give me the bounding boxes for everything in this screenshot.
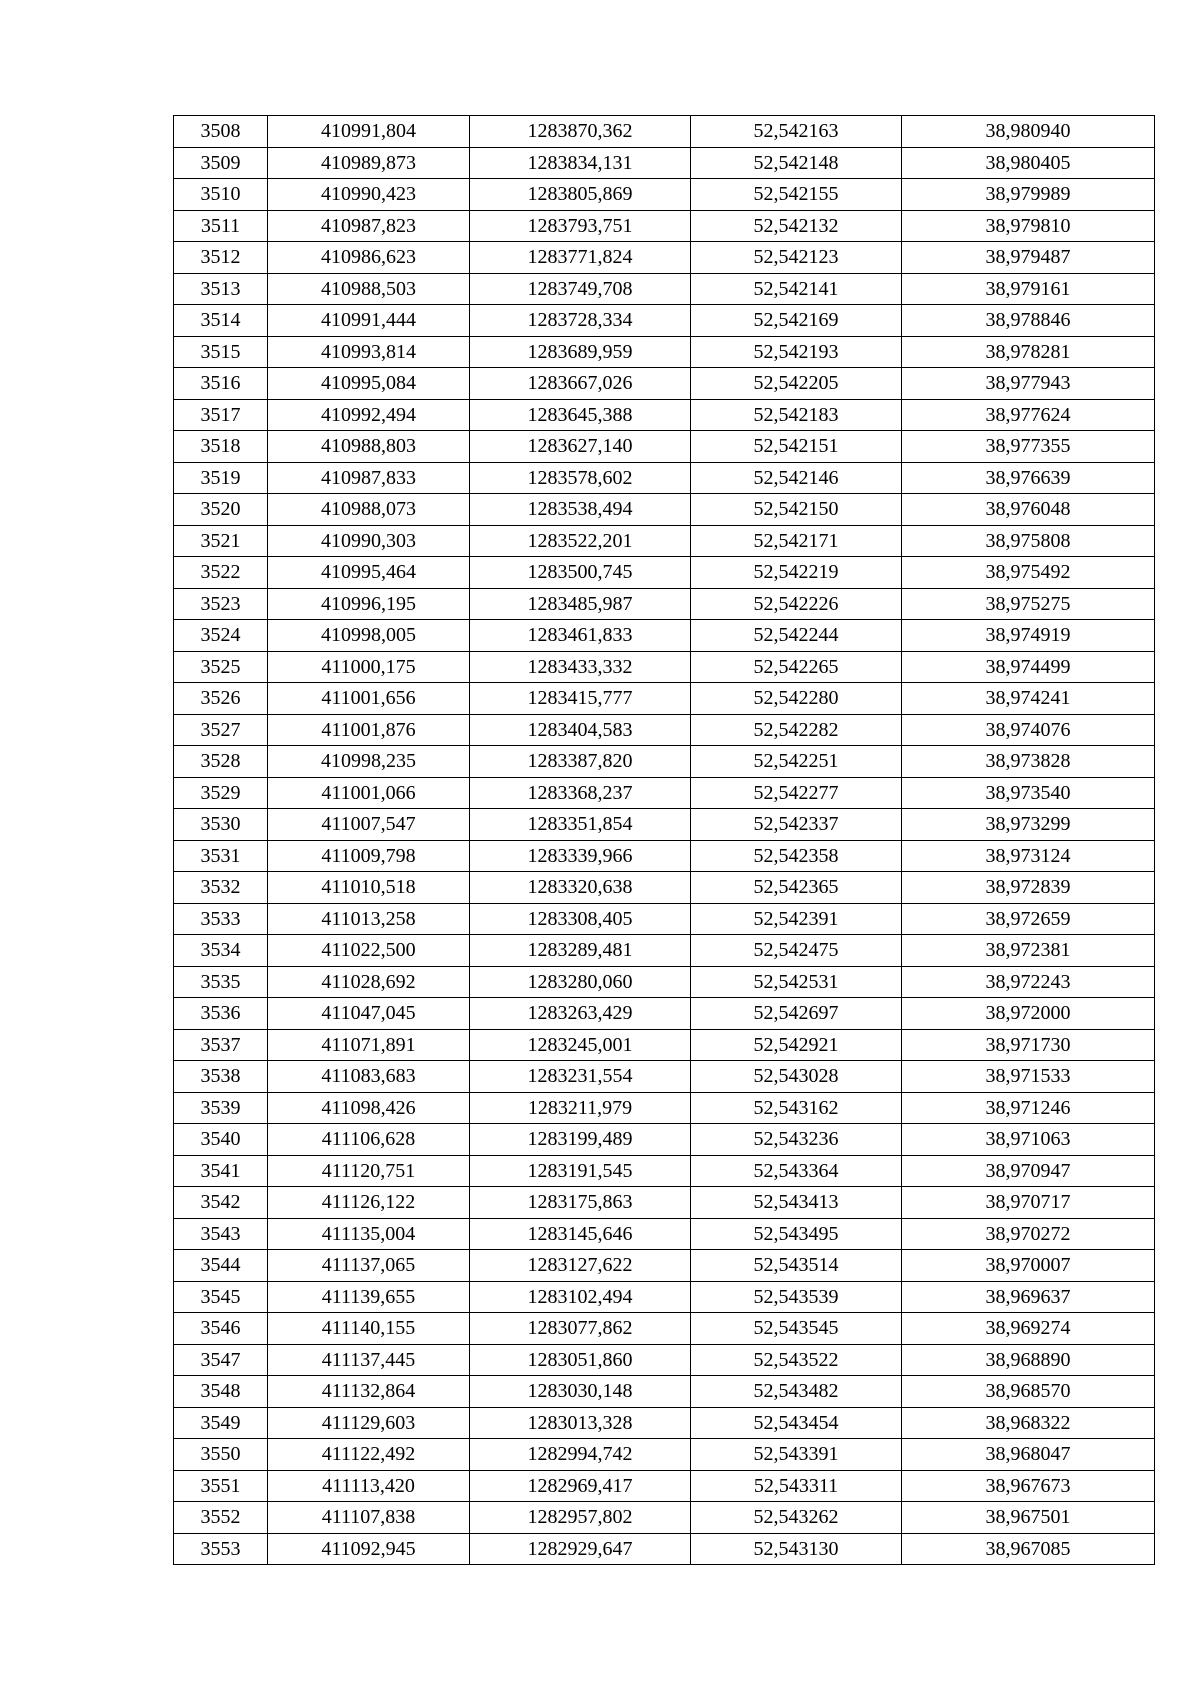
x-coordinate-cell: 410991,804 [268, 116, 470, 148]
x-coordinate-cell: 411047,045 [268, 998, 470, 1030]
longitude-cell: 38,978281 [902, 336, 1155, 368]
y-coordinate-cell: 1283351,854 [470, 809, 691, 841]
y-coordinate-cell: 1283689,959 [470, 336, 691, 368]
latitude-cell: 52,542697 [691, 998, 902, 1030]
longitude-cell: 38,968890 [902, 1344, 1155, 1376]
latitude-cell: 52,543236 [691, 1124, 902, 1156]
longitude-cell: 38,973828 [902, 746, 1155, 778]
y-coordinate-cell: 1283805,869 [470, 179, 691, 211]
coordinates-table [173, 115, 1155, 1565]
y-coordinate-cell: 1283834,131 [470, 147, 691, 179]
x-coordinate-cell: 410988,073 [268, 494, 470, 526]
point-number-cell: 3523 [174, 588, 268, 620]
x-coordinate-cell: 411120,751 [268, 1155, 470, 1187]
x-coordinate-cell: 411132,864 [268, 1376, 470, 1408]
latitude-cell: 52,543130 [691, 1533, 902, 1565]
x-coordinate-cell: 410987,833 [268, 462, 470, 494]
point-number-cell: 3516 [174, 368, 268, 400]
table-row [174, 683, 1155, 715]
point-number-cell: 3551 [174, 1470, 268, 1502]
longitude-cell: 38,977355 [902, 431, 1155, 463]
latitude-cell: 52,542171 [691, 525, 902, 557]
point-number-cell: 3545 [174, 1281, 268, 1313]
longitude-cell: 38,974499 [902, 651, 1155, 683]
point-number-cell: 3541 [174, 1155, 268, 1187]
longitude-cell: 38,975492 [902, 557, 1155, 589]
table-row [174, 525, 1155, 557]
y-coordinate-cell: 1283280,060 [470, 966, 691, 998]
latitude-cell: 52,542282 [691, 714, 902, 746]
longitude-cell: 38,970272 [902, 1218, 1155, 1250]
point-number-cell: 3509 [174, 147, 268, 179]
y-coordinate-cell: 1283102,494 [470, 1281, 691, 1313]
table-row [174, 1502, 1155, 1534]
point-number-cell: 3510 [174, 179, 268, 211]
y-coordinate-cell: 1283627,140 [470, 431, 691, 463]
latitude-cell: 52,543364 [691, 1155, 902, 1187]
table-row [174, 1439, 1155, 1471]
table-row [174, 116, 1155, 148]
table-row [174, 1061, 1155, 1093]
y-coordinate-cell: 1283578,602 [470, 462, 691, 494]
table-row [174, 809, 1155, 841]
table-row [174, 872, 1155, 904]
latitude-cell: 52,543482 [691, 1376, 902, 1408]
table-row [174, 305, 1155, 337]
y-coordinate-cell: 1283245,001 [470, 1029, 691, 1061]
latitude-cell: 52,543413 [691, 1187, 902, 1219]
point-number-cell: 3549 [174, 1407, 268, 1439]
x-coordinate-cell: 410990,423 [268, 179, 470, 211]
table-row [174, 1533, 1155, 1565]
table-row [174, 242, 1155, 274]
latitude-cell: 52,542141 [691, 273, 902, 305]
point-number-cell: 3535 [174, 966, 268, 998]
table-row [174, 1313, 1155, 1345]
x-coordinate-cell: 411092,945 [268, 1533, 470, 1565]
y-coordinate-cell: 1283645,388 [470, 399, 691, 431]
x-coordinate-cell: 411013,258 [268, 903, 470, 935]
x-coordinate-cell: 410987,823 [268, 210, 470, 242]
x-coordinate-cell: 411028,692 [268, 966, 470, 998]
y-coordinate-cell: 1283522,201 [470, 525, 691, 557]
x-coordinate-cell: 411022,500 [268, 935, 470, 967]
longitude-cell: 38,979487 [902, 242, 1155, 274]
point-number-cell: 3552 [174, 1502, 268, 1534]
longitude-cell: 38,971533 [902, 1061, 1155, 1093]
longitude-cell: 38,969274 [902, 1313, 1155, 1345]
table-row [174, 1376, 1155, 1408]
x-coordinate-cell: 411137,445 [268, 1344, 470, 1376]
point-number-cell: 3546 [174, 1313, 268, 1345]
x-coordinate-cell: 411007,547 [268, 809, 470, 841]
latitude-cell: 52,542226 [691, 588, 902, 620]
longitude-cell: 38,974076 [902, 714, 1155, 746]
y-coordinate-cell: 1283461,833 [470, 620, 691, 652]
y-coordinate-cell: 1283191,545 [470, 1155, 691, 1187]
latitude-cell: 52,542337 [691, 809, 902, 841]
longitude-cell: 38,974919 [902, 620, 1155, 652]
x-coordinate-cell: 411107,838 [268, 1502, 470, 1534]
latitude-cell: 52,542151 [691, 431, 902, 463]
table-row [174, 179, 1155, 211]
y-coordinate-cell: 1283667,026 [470, 368, 691, 400]
longitude-cell: 38,970947 [902, 1155, 1155, 1187]
table-row [174, 588, 1155, 620]
longitude-cell: 38,971246 [902, 1092, 1155, 1124]
x-coordinate-cell: 411135,004 [268, 1218, 470, 1250]
longitude-cell: 38,980405 [902, 147, 1155, 179]
longitude-cell: 38,967501 [902, 1502, 1155, 1534]
table-row [174, 1344, 1155, 1376]
x-coordinate-cell: 411001,656 [268, 683, 470, 715]
y-coordinate-cell: 1283728,334 [470, 305, 691, 337]
latitude-cell: 52,543495 [691, 1218, 902, 1250]
x-coordinate-cell: 410992,494 [268, 399, 470, 431]
latitude-cell: 52,543545 [691, 1313, 902, 1345]
y-coordinate-cell: 1283308,405 [470, 903, 691, 935]
y-coordinate-cell: 1283030,148 [470, 1376, 691, 1408]
table-row [174, 651, 1155, 683]
x-coordinate-cell: 410990,303 [268, 525, 470, 557]
table-row [174, 336, 1155, 368]
longitude-cell: 38,968047 [902, 1439, 1155, 1471]
point-number-cell: 3524 [174, 620, 268, 652]
y-coordinate-cell: 1283013,328 [470, 1407, 691, 1439]
table-row [174, 1218, 1155, 1250]
longitude-cell: 38,971730 [902, 1029, 1155, 1061]
table-row [174, 714, 1155, 746]
x-coordinate-cell: 410986,623 [268, 242, 470, 274]
y-coordinate-cell: 1283404,583 [470, 714, 691, 746]
point-number-cell: 3525 [174, 651, 268, 683]
y-coordinate-cell: 1282929,647 [470, 1533, 691, 1565]
point-number-cell: 3531 [174, 840, 268, 872]
latitude-cell: 52,543454 [691, 1407, 902, 1439]
table-row [174, 966, 1155, 998]
longitude-cell: 38,979989 [902, 179, 1155, 211]
latitude-cell: 52,542205 [691, 368, 902, 400]
table-row [174, 557, 1155, 589]
longitude-cell: 38,970007 [902, 1250, 1155, 1282]
table-row [174, 1029, 1155, 1061]
y-coordinate-cell: 1283211,979 [470, 1092, 691, 1124]
longitude-cell: 38,979810 [902, 210, 1155, 242]
longitude-cell: 38,972000 [902, 998, 1155, 1030]
longitude-cell: 38,967673 [902, 1470, 1155, 1502]
latitude-cell: 52,543539 [691, 1281, 902, 1313]
longitude-cell: 38,971063 [902, 1124, 1155, 1156]
point-number-cell: 3539 [174, 1092, 268, 1124]
longitude-cell: 38,976048 [902, 494, 1155, 526]
table-row [174, 1124, 1155, 1156]
table-row [174, 462, 1155, 494]
latitude-cell: 52,543514 [691, 1250, 902, 1282]
table-row [174, 746, 1155, 778]
table-row [174, 399, 1155, 431]
y-coordinate-cell: 1283175,863 [470, 1187, 691, 1219]
y-coordinate-cell: 1283433,332 [470, 651, 691, 683]
latitude-cell: 52,542280 [691, 683, 902, 715]
point-number-cell: 3514 [174, 305, 268, 337]
x-coordinate-cell: 411126,122 [268, 1187, 470, 1219]
y-coordinate-cell: 1283145,646 [470, 1218, 691, 1250]
latitude-cell: 52,542531 [691, 966, 902, 998]
latitude-cell: 52,542365 [691, 872, 902, 904]
longitude-cell: 38,980940 [902, 116, 1155, 148]
latitude-cell: 52,543162 [691, 1092, 902, 1124]
table-row [174, 1155, 1155, 1187]
latitude-cell: 52,542921 [691, 1029, 902, 1061]
y-coordinate-cell: 1283368,237 [470, 777, 691, 809]
longitude-cell: 38,969637 [902, 1281, 1155, 1313]
point-number-cell: 3528 [174, 746, 268, 778]
table-row [174, 840, 1155, 872]
y-coordinate-cell: 1283793,751 [470, 210, 691, 242]
latitude-cell: 52,542146 [691, 462, 902, 494]
latitude-cell: 52,542163 [691, 116, 902, 148]
latitude-cell: 52,542169 [691, 305, 902, 337]
longitude-cell: 38,972839 [902, 872, 1155, 904]
point-number-cell: 3518 [174, 431, 268, 463]
x-coordinate-cell: 410989,873 [268, 147, 470, 179]
y-coordinate-cell: 1283077,862 [470, 1313, 691, 1345]
x-coordinate-cell: 411010,518 [268, 872, 470, 904]
latitude-cell: 52,543522 [691, 1344, 902, 1376]
longitude-cell: 38,974241 [902, 683, 1155, 715]
y-coordinate-cell: 1282994,742 [470, 1439, 691, 1471]
point-number-cell: 3534 [174, 935, 268, 967]
point-number-cell: 3511 [174, 210, 268, 242]
table-row [174, 1250, 1155, 1282]
y-coordinate-cell: 1282969,417 [470, 1470, 691, 1502]
point-number-cell: 3543 [174, 1218, 268, 1250]
y-coordinate-cell: 1283263,429 [470, 998, 691, 1030]
latitude-cell: 52,543028 [691, 1061, 902, 1093]
longitude-cell: 38,972381 [902, 935, 1155, 967]
x-coordinate-cell: 411122,492 [268, 1439, 470, 1471]
point-number-cell: 3542 [174, 1187, 268, 1219]
y-coordinate-cell: 1283485,987 [470, 588, 691, 620]
y-coordinate-cell: 1282957,802 [470, 1502, 691, 1534]
table-row [174, 903, 1155, 935]
y-coordinate-cell: 1283870,362 [470, 116, 691, 148]
x-coordinate-cell: 411139,655 [268, 1281, 470, 1313]
longitude-cell: 38,975808 [902, 525, 1155, 557]
latitude-cell: 52,542183 [691, 399, 902, 431]
x-coordinate-cell: 411001,066 [268, 777, 470, 809]
point-number-cell: 3533 [174, 903, 268, 935]
x-coordinate-cell: 410996,195 [268, 588, 470, 620]
table-row [174, 1092, 1155, 1124]
point-number-cell: 3547 [174, 1344, 268, 1376]
latitude-cell: 52,542193 [691, 336, 902, 368]
longitude-cell: 38,973540 [902, 777, 1155, 809]
x-coordinate-cell: 411113,420 [268, 1470, 470, 1502]
point-number-cell: 3522 [174, 557, 268, 589]
latitude-cell: 52,542132 [691, 210, 902, 242]
y-coordinate-cell: 1283289,481 [470, 935, 691, 967]
point-number-cell: 3537 [174, 1029, 268, 1061]
longitude-cell: 38,977943 [902, 368, 1155, 400]
point-number-cell: 3532 [174, 872, 268, 904]
table-row [174, 1281, 1155, 1313]
longitude-cell: 38,973299 [902, 809, 1155, 841]
y-coordinate-cell: 1283538,494 [470, 494, 691, 526]
point-number-cell: 3530 [174, 809, 268, 841]
x-coordinate-cell: 411098,426 [268, 1092, 470, 1124]
y-coordinate-cell: 1283749,708 [470, 273, 691, 305]
table-row [174, 998, 1155, 1030]
point-number-cell: 3517 [174, 399, 268, 431]
y-coordinate-cell: 1283320,638 [470, 872, 691, 904]
point-number-cell: 3550 [174, 1439, 268, 1471]
x-coordinate-cell: 410998,005 [268, 620, 470, 652]
x-coordinate-cell: 411129,603 [268, 1407, 470, 1439]
point-number-cell: 3527 [174, 714, 268, 746]
x-coordinate-cell: 410993,814 [268, 336, 470, 368]
latitude-cell: 52,542251 [691, 746, 902, 778]
table-row [174, 935, 1155, 967]
latitude-cell: 52,543391 [691, 1439, 902, 1471]
table-row [174, 1187, 1155, 1219]
x-coordinate-cell: 410988,803 [268, 431, 470, 463]
point-number-cell: 3513 [174, 273, 268, 305]
y-coordinate-cell: 1283199,489 [470, 1124, 691, 1156]
x-coordinate-cell: 410988,503 [268, 273, 470, 305]
longitude-cell: 38,978846 [902, 305, 1155, 337]
latitude-cell: 52,542244 [691, 620, 902, 652]
point-number-cell: 3538 [174, 1061, 268, 1093]
x-coordinate-cell: 410991,444 [268, 305, 470, 337]
longitude-cell: 38,972659 [902, 903, 1155, 935]
table-row [174, 620, 1155, 652]
latitude-cell: 52,542391 [691, 903, 902, 935]
table-row [174, 273, 1155, 305]
y-coordinate-cell: 1283127,622 [470, 1250, 691, 1282]
longitude-cell: 38,973124 [902, 840, 1155, 872]
x-coordinate-cell: 410995,464 [268, 557, 470, 589]
latitude-cell: 52,542277 [691, 777, 902, 809]
table-row [174, 494, 1155, 526]
latitude-cell: 52,543311 [691, 1470, 902, 1502]
longitude-cell: 38,967085 [902, 1533, 1155, 1565]
longitude-cell: 38,975275 [902, 588, 1155, 620]
latitude-cell: 52,542475 [691, 935, 902, 967]
longitude-cell: 38,968570 [902, 1376, 1155, 1408]
point-number-cell: 3520 [174, 494, 268, 526]
latitude-cell: 52,542219 [691, 557, 902, 589]
point-number-cell: 3548 [174, 1376, 268, 1408]
point-number-cell: 3529 [174, 777, 268, 809]
point-number-cell: 3519 [174, 462, 268, 494]
point-number-cell: 3508 [174, 116, 268, 148]
point-number-cell: 3536 [174, 998, 268, 1030]
x-coordinate-cell: 411106,628 [268, 1124, 470, 1156]
x-coordinate-cell: 411137,065 [268, 1250, 470, 1282]
point-number-cell: 3512 [174, 242, 268, 274]
latitude-cell: 52,542123 [691, 242, 902, 274]
x-coordinate-cell: 411009,798 [268, 840, 470, 872]
table-row [174, 777, 1155, 809]
x-coordinate-cell: 410995,084 [268, 368, 470, 400]
y-coordinate-cell: 1283387,820 [470, 746, 691, 778]
coordinates-table-body [174, 116, 1155, 1565]
x-coordinate-cell: 411140,155 [268, 1313, 470, 1345]
y-coordinate-cell: 1283771,824 [470, 242, 691, 274]
point-number-cell: 3526 [174, 683, 268, 715]
latitude-cell: 52,542155 [691, 179, 902, 211]
table-row [174, 431, 1155, 463]
x-coordinate-cell: 411001,876 [268, 714, 470, 746]
latitude-cell: 52,542358 [691, 840, 902, 872]
longitude-cell: 38,970717 [902, 1187, 1155, 1219]
point-number-cell: 3544 [174, 1250, 268, 1282]
latitude-cell: 52,543262 [691, 1502, 902, 1534]
longitude-cell: 38,968322 [902, 1407, 1155, 1439]
point-number-cell: 3540 [174, 1124, 268, 1156]
latitude-cell: 52,542150 [691, 494, 902, 526]
point-number-cell: 3553 [174, 1533, 268, 1565]
y-coordinate-cell: 1283231,554 [470, 1061, 691, 1093]
y-coordinate-cell: 1283500,745 [470, 557, 691, 589]
point-number-cell: 3515 [174, 336, 268, 368]
x-coordinate-cell: 411071,891 [268, 1029, 470, 1061]
x-coordinate-cell: 411000,175 [268, 651, 470, 683]
longitude-cell: 38,977624 [902, 399, 1155, 431]
x-coordinate-cell: 410998,235 [268, 746, 470, 778]
table-row [174, 1470, 1155, 1502]
table-row [174, 1407, 1155, 1439]
table-row [174, 210, 1155, 242]
table-row [174, 368, 1155, 400]
y-coordinate-cell: 1283051,860 [470, 1344, 691, 1376]
table-row [174, 147, 1155, 179]
longitude-cell: 38,976639 [902, 462, 1155, 494]
latitude-cell: 52,542265 [691, 651, 902, 683]
latitude-cell: 52,542148 [691, 147, 902, 179]
longitude-cell: 38,972243 [902, 966, 1155, 998]
longitude-cell: 38,979161 [902, 273, 1155, 305]
y-coordinate-cell: 1283339,966 [470, 840, 691, 872]
point-number-cell: 3521 [174, 525, 268, 557]
y-coordinate-cell: 1283415,777 [470, 683, 691, 715]
x-coordinate-cell: 411083,683 [268, 1061, 470, 1093]
